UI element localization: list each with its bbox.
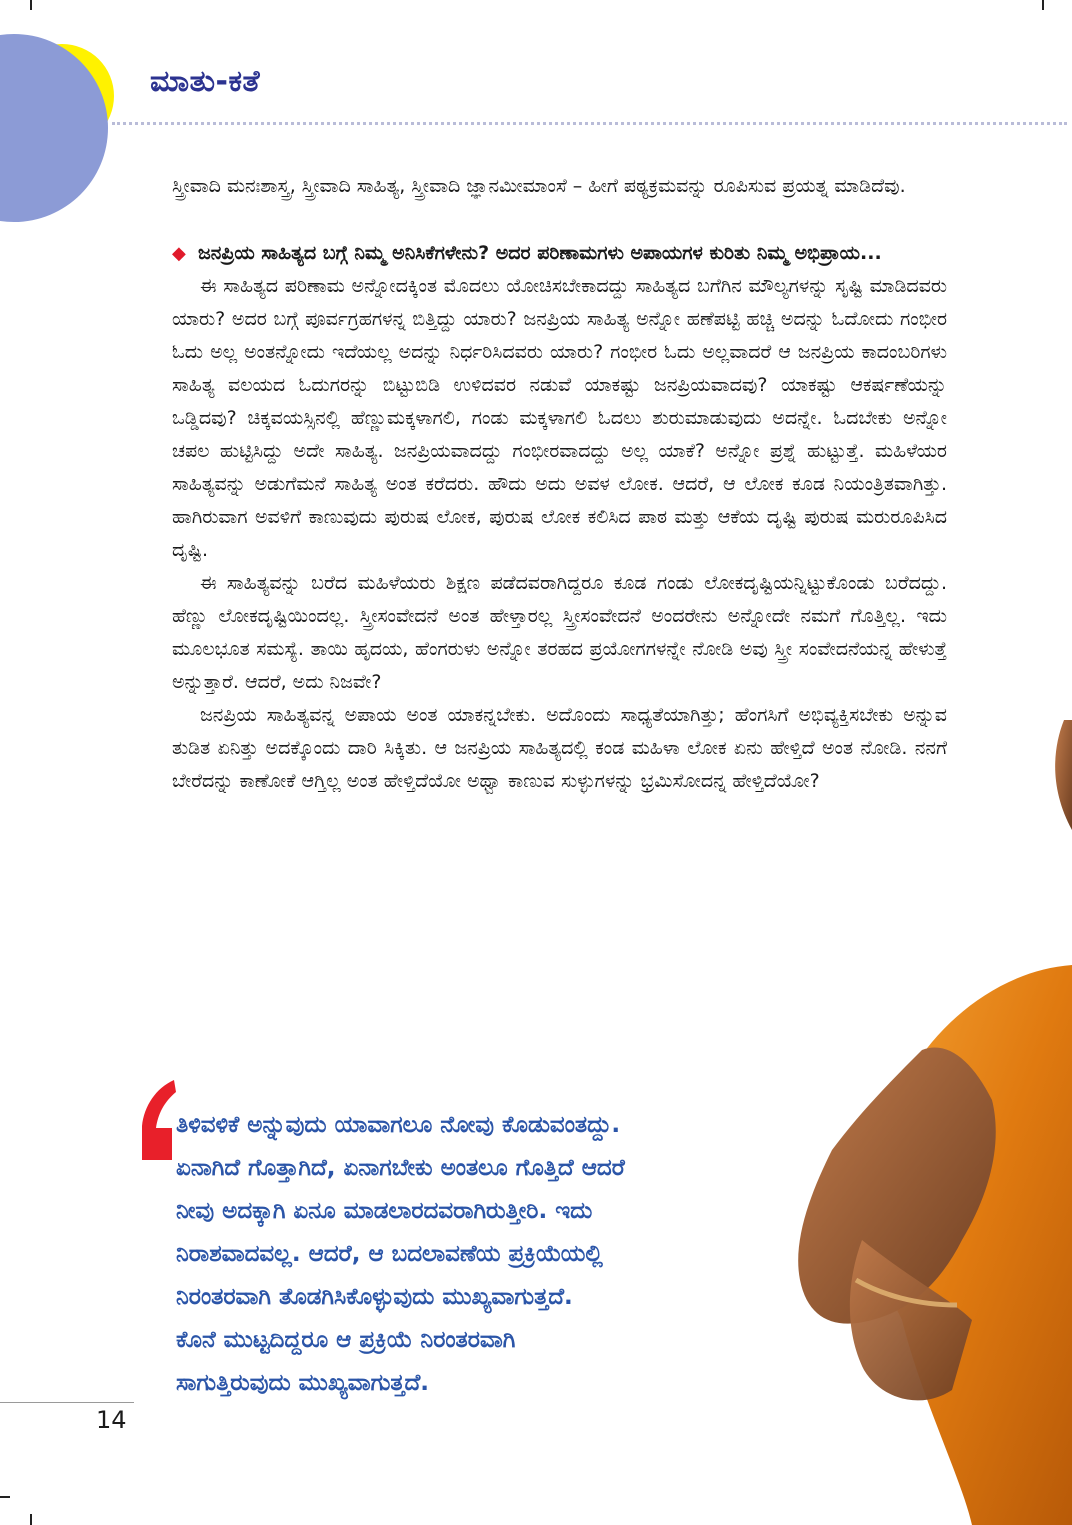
answer-paragraph-3: ಜನಪ್ರಿಯ ಸಾಹಿತ್ಯವನ್ನ ಅಪಾಯ ಅಂತ ಯಾಕನ್ನಬೇಕು. ಅದೊಂದು ಸಾಧ್ಯತೆಯಾಗಿತ್ತು; ಹೆಂಗಸಿಗೆ ಅಭಿವ್ಯಕ್ತಿಸಬೇಕು ಅನ್ನುವ ತುಡಿತ ಏನಿತ್ತು ಅದಕ್ಕೊಂದು ದಾರಿ ಸಿಕ್ಕಿತು. ಆ ಜನಪ್ರಿಯ ಸಾಹಿತ್ಯದಲ್ಲಿ ಕಂಡ ಮಹಿಳಾ ಲೋಕ ಏನು ಹೇಳ್ತಿದೆ ಅಂತ ನೋಡಿ. ನನಗೆ ಬೇರೆದನ್ನು ಕಾಣೋಕೆ ಆಗ್ತಿಲ್ಲ ಅಂತ ಹೇಳ್ತಿದೆಯೋ ಅಥ್ವಾ ಕಾಣುವ ಸುಳ್ಳುಗಳನ್ನು ಭ್ರಮಿಸೋದನ್ನ ಹೇಳ್ತಿದೆಯೋ? [172, 704, 947, 792]
crop-mark-left-lower [0, 1496, 10, 1498]
answer-paragraph-1: ಈ ಸಾಹಿತ್ಯದ ಪರಿಣಾಮ ಅನ್ನೋದಕ್ಕಿಂತ ಮೊದಲು ಯೋಚಿಸಬೇಕಾದದ್ದು ಸಾಹಿತ್ಯದ ಬಗೆಗಿನ ಮೌಲ್ಯಗಳನ್ನು ಸೃಷ್ಟಿ ಮಾಡಿದವರು ಯಾರು? ಅದರ ಬಗ್ಗೆ ಪೂರ್ವಗ್ರಹಗಳನ್ನ ಬಿತ್ತಿದ್ದು ಯಾರು? ಜನಪ್ರಿಯ ಸಾಹಿತ್ಯ ಅನ್ನೋ ಹಣೆಪಟ್ಟಿ ಹಚ್ಚಿ ಅದನ್ನು ಓದೋದು ಗಂಭೀರ ಓದು ಅಲ್ಲ ಅಂತನ್ನೋದು ಇದೆಯಲ್ಲ ಅದನ್ನು ನಿರ್ಧರಿಸಿದವರು ಯಾರು? ಗಂಭೀರ ಓದು ಅಲ್ಲವಾದರೆ ಆ ಜನಪ್ರಿಯ ಕಾದಂಬರಿಗಳು ಸಾಹಿತ್ಯ ವಲಯದ ಓದುಗರನ್ನು ಬಿಟ್ಟುಬಿಡಿ ಉಳಿದವರ ನಡುವೆ ಯಾಕಷ್ಟು ಜನಪ್ರಿಯವಾದವು? ಯಾಕಷ್ಟು ಆಕರ್ಷಣೆಯನ್ನು ಒಡ್ಡಿದವು? ಚಿಕ್ಕವಯಸ್ಸಿನಲ್ಲಿ ಹೆಣ್ಣುಮಕ್ಕಳಾಗಲಿ, ಗಂಡು ಮಕ್ಕಳಾಗಲಿ ಓದಲು ಶುರುಮಾಡುವುದು ಅದನ್ನೇ. ಓದಬೇಕು ಅನ್ನೋ ಚಪಲ ಹುಟ್ಟಿಸಿದ್ದು ಅದೇ ಸಾಹಿತ್ಯ. ಜನಪ್ರಿಯವಾದದ್ದು ಗಂಭೀರವಾದದ್ದು ಅಲ್ಲ ಯಾಕೆ? ಅನ್ನೋ ಪ್ರಶ್ನೆ ಹುಟ್ಟುತ್ತೆ. ಮಹಿಳೆಯರ ಸಾಹಿತ್ಯವನ್ನು ಅಡುಗೆಮನೆ ಸಾಹಿತ್ಯ ಅಂತ ಕರೆದರು. ಹೌದು ಅದು ಅವಳ ಲೋಕ. ಆದರೆ, ಆ ಲೋಕ ಕೂಡ ನಿಯಂತ್ರಿತವಾಗಿತ್ತು. ಹಾಗಿರುವಾಗ ಅವಳಿಗೆ ಕಾಣುವುದು ಪುರುಷ ಲೋಕ, ಪುರುಷ ಲೋಕ ಕಲಿಸಿದ ಪಾಠ ಮತ್ತು ಆಕೆಯ ದೃಷ್ಟಿ ಪುರುಷ ಮರುರೂಪಿಸಿದ ದೃಷ್ಟಿ. [172, 275, 947, 561]
diamond-bullet-icon: ◆ [172, 243, 186, 264]
pull-quote-line: ನಿರಂತರವಾಗಿ ತೊಡಗಿಸಿಕೊಳ್ಳುವುದು ಮುಖ್ಯವಾಗುತ್ತದೆ. [176, 1284, 573, 1310]
crop-mark-bottom-left [30, 1514, 32, 1525]
article-body [172, 170, 947, 798]
pull-quote-line: ನೀವು ಅದಕ್ಕಾಗಿ ಏನೂ ಮಾಡಲಾರದವರಾಗಿರುತ್ತೀರಿ. ಇದು [176, 1198, 593, 1224]
decorative-circles [0, 0, 140, 240]
pull-quote-line: ಕೊನೆ ಮುಟ್ಟದಿದ್ದರೂ ಆ ಪ್ರಕ್ರಿಯೆ ನಿರಂತರವಾಗಿ [176, 1327, 516, 1353]
folio-rule [0, 1402, 134, 1403]
pull-quote-line: ನಿರಾಶವಾದವಲ್ಲ. ಆದರೆ, ಆ ಬದಲಾವಣೆಯ ಪ್ರಕ್ರಿಯೆಯಲ್ಲಿ [176, 1241, 603, 1267]
header-dotted-rule [112, 122, 1067, 125]
section-title: ಮಾತು-ಕತೆ [150, 64, 261, 99]
pull-quote-line: ತಿಳಿವಳಿಕೆ ಅನ್ನುವುದು ಯಾವಾಗಲೂ ನೋವು ಕೊಡುವಂತದ್ದು. [176, 1112, 621, 1138]
question-text: ಜನಪ್ರಿಯ ಸಾಹಿತ್ಯದ ಬಗ್ಗೆ ನಿಮ್ಮ ಅನಿಸಿಕೆಗಳೇನು? ಅದರ ಪರಿಣಾಮಗಳು ಅಪಾಯಗಳ ಕುರಿತು ನಿಮ್ಮ ಅಭಿಪ್ರಾಯ... [198, 242, 882, 264]
shoulder-edge [1055, 720, 1072, 830]
page-number: 14 [96, 1406, 127, 1434]
pull-quote-line: ಏನಾಗಿದೆ ಗೊತ್ತಾಗಿದೆ, ಏನಾಗಬೇಕು ಅಂತಲೂ ಗೊತ್ತಿದೆ ಆದರೆ [176, 1155, 625, 1181]
pull-quote-line: ಸಾಗುತ್ತಿರುವುದು ಮುಖ್ಯವಾಗುತ್ತದೆ. [176, 1370, 430, 1396]
pull-quote [176, 1104, 866, 1405]
quote-mark-icon [136, 1078, 176, 1160]
intro-paragraph: ಸ್ತ್ರೀವಾದಿ ಮನಃಶಾಸ್ತ್ರ, ಸ್ತ್ರೀವಾದಿ ಸಾಹಿತ್ಯ, ಸ್ತ್ರೀವಾದಿ ಜ್ಞಾನಮೀಮಾಂಸೆ – ಹೀಗೆ ಪಠ್ಯಕ್ರಮವನ್ನು ರೂಪಿಸುವ ಪ್ರಯತ್ನ ಮಾಡಿದೆವು. [172, 175, 906, 197]
answer-paragraph-2: ಈ ಸಾಹಿತ್ಯವನ್ನು ಬರೆದ ಮಹಿಳೆಯರು ಶಿಕ್ಷಣ ಪಡೆದವರಾಗಿದ್ದರೂ ಕೂಡ ಗಂಡು ಲೋಕದೃಷ್ಟಿಯನ್ನಿಟ್ಟುಕೊಂಡು ಬರೆದದ್ದು. ಹೆಣ್ಣು ಲೋಕದೃಷ್ಟಿಯಿಂದಲ್ಲ. ಸ್ತ್ರೀಸಂವೇದನೆ ಅಂತ ಹೇಳ್ತಾರಲ್ಲ ಸ್ತ್ರೀಸಂವೇದನೆ ಅಂದರೇನು ಅನ್ನೋದೇ ನಮಗೆ ಗೊತ್ತಿಲ್ಲ. ಇದು ಮೂಲಭೂತ ಸಮಸ್ಯೆ. ತಾಯಿ ಹೃದಯ, ಹೆಂಗರುಳು ಅನ್ನೋ ತರಹದ ಪ್ರಯೋಗಗಳನ್ನೇ ನೋಡಿ ಅವು ಸ್ತ್ರೀ ಸಂವೇದನೆಯನ್ನ ಹೇಳುತ್ತೆ ಅನ್ನುತ್ತಾರೆ. ಆದರೆ, ಅದು ನಿಜವೇ? [172, 572, 947, 693]
interview-question [172, 237, 947, 270]
crop-mark-top-right [1042, 0, 1044, 10]
